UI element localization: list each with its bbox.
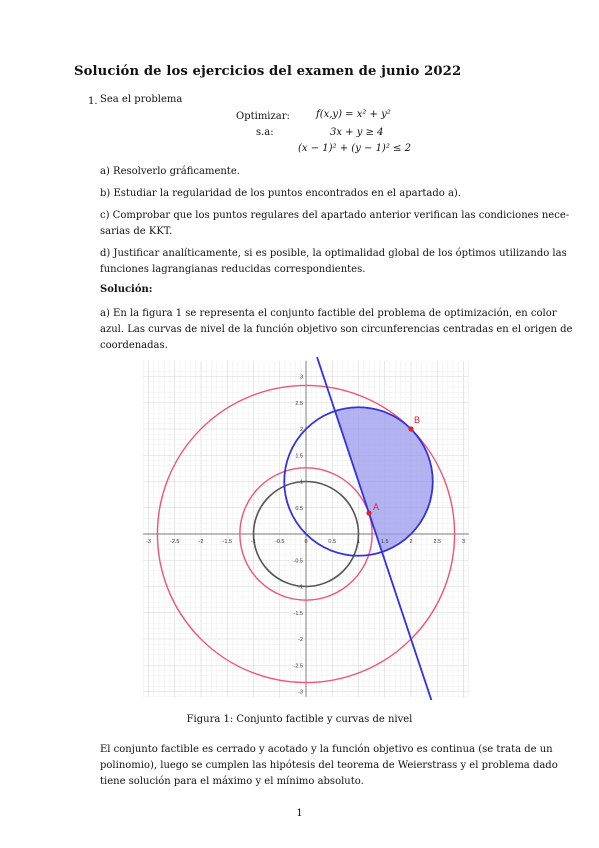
y-tick-label: 1.5: [295, 453, 303, 460]
y-tick-label: -2: [298, 637, 303, 643]
point-b-label: B: [414, 415, 421, 425]
y-tick-label: 2.5: [295, 400, 303, 407]
x-tick-label: 1.5: [380, 539, 389, 545]
task-c-line2: sarias de KKT.: [100, 226, 173, 237]
x-tick-label: -1: [251, 539, 256, 545]
x-tick-label: 2: [409, 539, 413, 545]
conclusion-line1: El conjunto factible es cerrado y acotado y la función objetivo es continua (se trata de un: [100, 744, 553, 755]
solution-heading: Solución:: [100, 284, 153, 295]
x-tick-label: -2.5: [170, 539, 180, 545]
task-b: b) Estudiar la regularidad de los puntos encontrados en el apartado a).: [100, 188, 461, 199]
conclusion-line3: tiene solución para el máximo y el mínimo absoluto.: [100, 776, 364, 787]
x-tick-label: 2.5: [433, 539, 442, 545]
item-number: 1.: [88, 96, 98, 107]
page-number: 1: [296, 808, 303, 819]
objective-function: f(x,y) = x² + y²: [316, 109, 391, 120]
y-tick-label: 3: [299, 374, 303, 381]
figure-caption: Figura 1: Conjunto factible y curvas de nivel: [186, 714, 413, 725]
y-tick-label: 1: [299, 479, 303, 486]
x-tick-label: -1.5: [222, 539, 232, 545]
point-a-marker: [366, 510, 371, 515]
point-b-marker: [408, 426, 413, 431]
intro-text: Sea el problema: [100, 94, 183, 105]
y-tick-label: 2: [299, 427, 303, 433]
task-a: a) Resolverlo gráficamente.: [100, 166, 240, 177]
y-tick-label: -1.5: [293, 610, 303, 617]
point-a-label: A: [373, 502, 380, 512]
optimize-label: Optimizar:: [236, 111, 290, 122]
solution-a-line2: azul. Las curvas de nivel de la función objetivo son circunferencias centradas en el origen de: [100, 324, 573, 335]
task-d-line2: funciones lagrangianas reducidas correspondientes.: [100, 264, 366, 275]
task-c-line1: c) Comprobar que los puntos regulares del apartado anterior verifican las condiciones nece-: [100, 210, 570, 221]
y-tick-label: -0.5: [293, 558, 303, 565]
solution-a-line1: a) En la figura 1 se representa el conjunto factible del problema de optimización, en color: [100, 308, 557, 319]
x-tick-label: 0.5: [328, 539, 337, 545]
subject-to-label: s.a:: [256, 127, 274, 138]
y-tick-label: -2.5: [293, 663, 303, 670]
x-tick-label: -0.5: [275, 539, 285, 545]
task-d-line1: d) Justificar analíticamente, si es posible, la optimalidad global de los óptimos utilizando las: [100, 248, 567, 259]
constraint-1: 3x + y ≥ 4: [330, 127, 384, 138]
x-tick-label: -2: [198, 539, 204, 545]
y-tick-label: -1: [298, 584, 303, 591]
figure-grid: [143, 361, 469, 697]
y-tick-label: -3: [298, 689, 303, 696]
y-tick-label: 0.5: [295, 505, 303, 512]
conclusion-line2: polinomio), luego se cumplen las hipótesis del teorema de Weierstrass y el problema dado: [100, 760, 558, 771]
x-tick-label: 0: [304, 539, 308, 545]
solution-a-line3: coordenadas.: [100, 340, 168, 351]
x-tick-label: 3: [461, 539, 466, 545]
x-tick-label: 1: [356, 539, 361, 545]
x-tick-label: -3: [146, 539, 151, 545]
constraint-2: (x − 1)² + (y − 1)² ≤ 2: [298, 143, 411, 154]
page-title: Solución de los ejercicios del examen de junio 2022: [74, 64, 462, 79]
figure-feasible-set: [140, 352, 470, 700]
